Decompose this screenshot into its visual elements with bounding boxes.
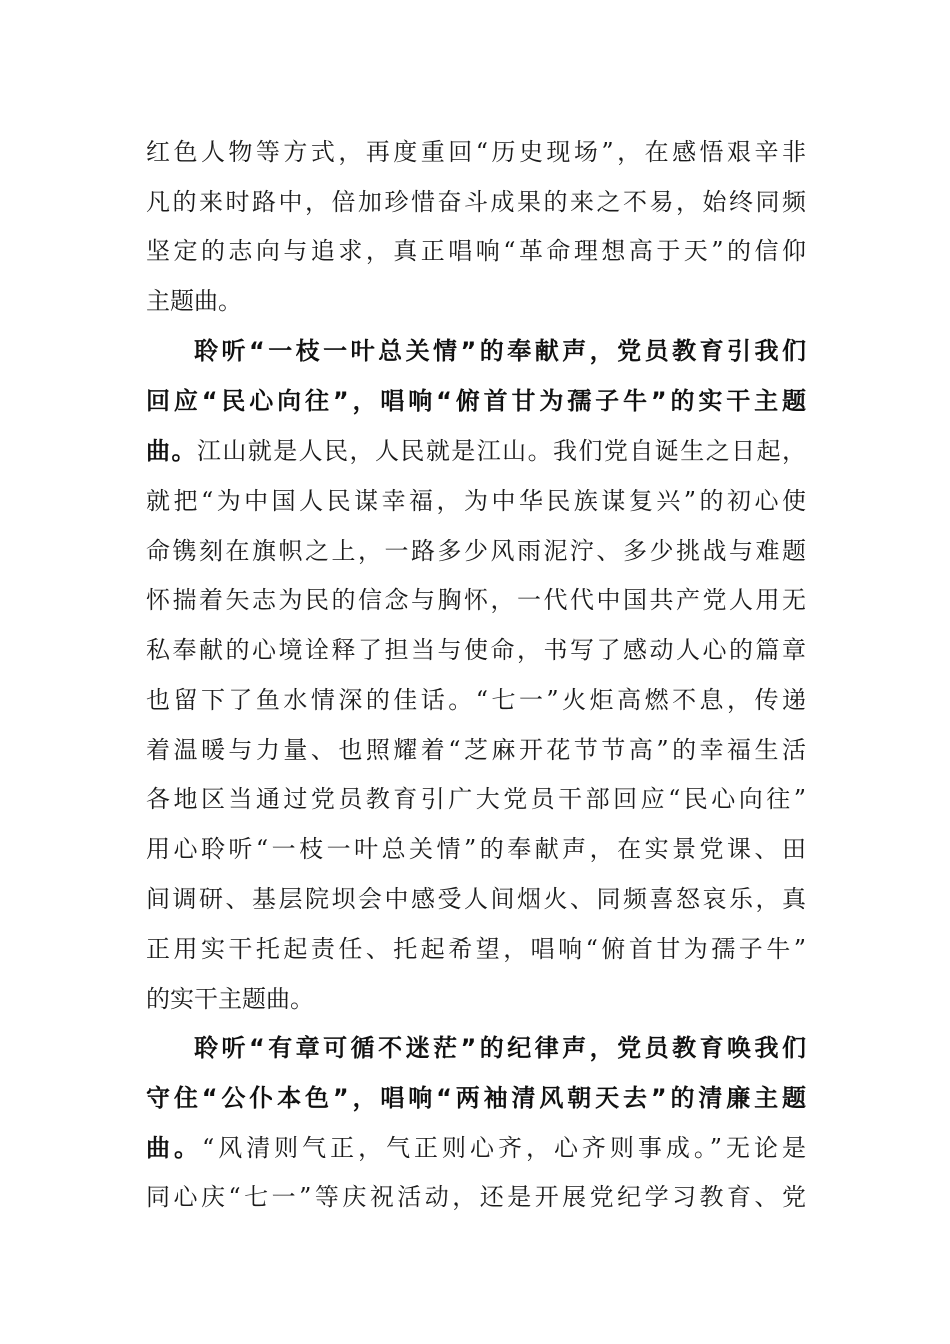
heading-line: [146, 1078, 806, 1118]
text-line: [146, 531, 806, 571]
text-segment: 各地区当通过党员教育引广大党员干部回应“民心向往”: [146, 785, 806, 813]
text-line: [146, 879, 806, 919]
text-line: [146, 281, 806, 321]
text-segment: 就把“为中国人民谋幸福，为中华民族谋复兴”的初心使: [146, 487, 806, 515]
text-segment: 正用实干托起责任、托起希望，唱响“俯首甘为孺子牛”: [146, 935, 806, 963]
text-segment: 的实干主题曲。: [146, 985, 314, 1013]
text-line: [146, 779, 806, 819]
text-line: [146, 1177, 806, 1217]
heading-line: [194, 1028, 806, 1068]
bold-heading-segment: 曲。: [146, 437, 197, 465]
text-line: [146, 431, 806, 471]
text-line: [146, 730, 806, 770]
text-segment: 凡的来时路中，倍加珍惜奋斗成果的来之不易，始终同频: [146, 188, 806, 216]
text-line: [146, 182, 806, 222]
text-segment: 也留下了鱼水情深的佳话。“七一”火炬高燃不息，传递: [146, 686, 806, 714]
heading-line: [146, 381, 806, 421]
text-segment: 用心聆听“一枝一叶总关情”的奉献声，在实景党课、田: [146, 835, 806, 863]
text-line: [146, 481, 806, 521]
text-segment: 红色人物等方式，再度重回“历史现场”，在感悟艰辛非: [146, 138, 806, 166]
text-segment: “风清则气正，气正则心齐，心齐则事成。”无论是: [201, 1134, 807, 1162]
bold-heading-segment: 回应“民心向往”，唱响“俯首甘为孺子牛”的实干主题: [146, 387, 806, 415]
text-line: [146, 630, 806, 670]
text-segment: 间调研、基层院坝会中感受人间烟火、同频喜怒哀乐，真: [146, 885, 806, 913]
bold-heading-segment: 守住“公仆本色”，唱响“两袖清风朝天去”的清廉主题: [146, 1084, 806, 1112]
bold-heading-segment: 聆听“一枝一叶总关情”的奉献声，党员教育引我们: [194, 337, 806, 365]
text-segment: 命镌刻在旗帜之上，一路多少风雨泥泞、多少挑战与难题: [146, 537, 806, 565]
bold-heading-segment: 聆听“有章可循不迷茫”的纪律声，党员教育唤我们: [194, 1034, 806, 1062]
text-line: [146, 680, 806, 720]
text-segment: 私奉献的心境诠释了担当与使命，书写了感动人心的篇章: [146, 636, 806, 664]
text-line: [146, 829, 806, 869]
bold-heading-segment: 曲。: [146, 1134, 202, 1162]
text-segment: 主题曲。: [146, 287, 242, 315]
text-segment: 同心庆“七一”等庆祝活动，还是开展党纪学习教育、党: [146, 1183, 806, 1211]
text-line: [146, 979, 806, 1019]
text-line: [146, 580, 806, 620]
text-line: [146, 929, 806, 969]
text-segment: 着温暖与力量、也照耀着“芝麻开花节节高”的幸福生活: [146, 736, 806, 764]
heading-line: [194, 331, 806, 371]
text-line: [146, 132, 806, 172]
text-segment: 坚定的志向与追求，真正唱响“革命理想高于天”的信仰: [146, 237, 806, 265]
text-line: [146, 1128, 806, 1168]
text-segment: 怀揣着矢志为民的信念与胸怀，一代代中国共产党人用无: [146, 586, 806, 614]
text-segment: 江山就是人民，人民就是江山。我们党自诞生之日起，: [196, 437, 807, 465]
text-line: [146, 231, 806, 271]
